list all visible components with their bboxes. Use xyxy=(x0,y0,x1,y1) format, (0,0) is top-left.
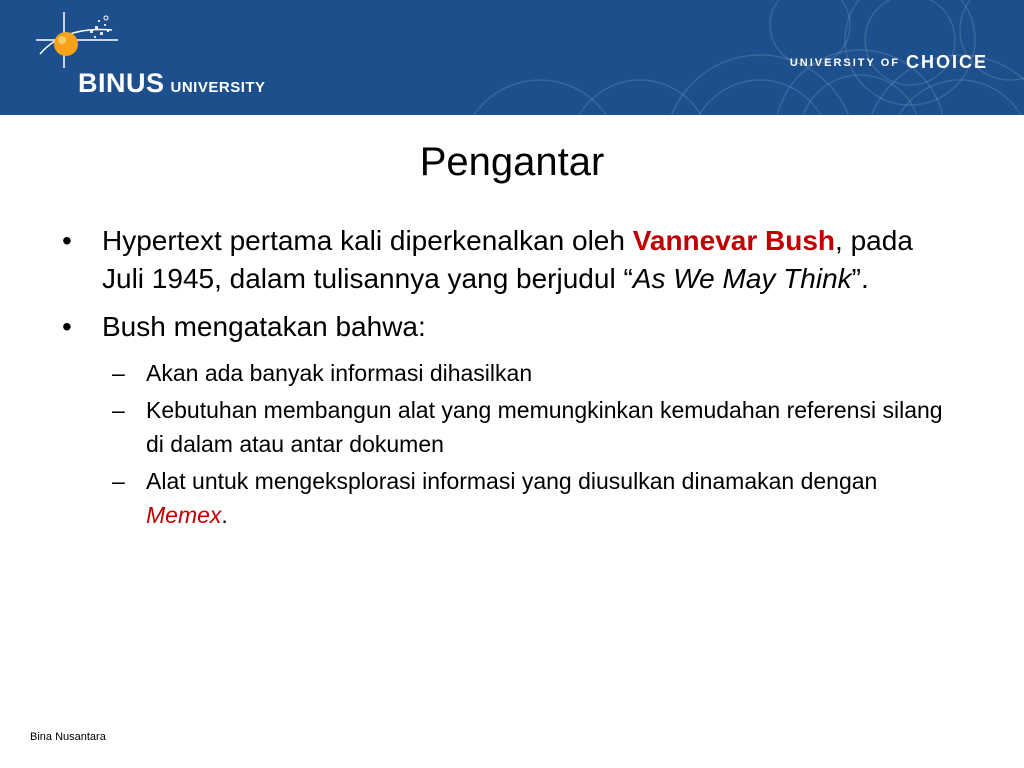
sub-bullet-marker: – xyxy=(112,397,125,423)
sub-bullet-text: Kebutuhan membangun alat yang memungkinkan kemudahan referensi silang di dalam atau antar dokumen xyxy=(146,397,943,457)
bullet-text: Hypertext pertama kali diperkenalkan oleh Vannevar Bush, pada Juli 1945, dalam tulisannya yang berjudul “As We May Think”. xyxy=(102,225,913,294)
bullet-item xyxy=(60,222,960,298)
logo-brand: BINUS xyxy=(78,68,165,98)
slide-title: Pengantar xyxy=(419,140,605,184)
tagline-big: CHOICE xyxy=(905,52,988,72)
bullet-item xyxy=(60,308,960,346)
sub-bullet-item xyxy=(104,464,960,532)
highlight-memex: Memex xyxy=(146,502,222,528)
footer-text: Bina Nusantara xyxy=(30,731,106,743)
sub-bullet-text: Akan ada banyak informasi dihasilkan xyxy=(146,360,533,386)
slide-content xyxy=(60,222,960,535)
logo-wordmark xyxy=(78,68,266,99)
binus-logo xyxy=(28,10,308,105)
bullet-marker: • xyxy=(62,225,72,256)
highlight-name: Vannevar Bush xyxy=(632,225,836,256)
sub-bullet-text: Alat untuk mengeksplorasi informasi yang diusulkan dinamakan dengan Memex. xyxy=(146,468,878,528)
sub-bullet-marker: – xyxy=(112,468,125,494)
logo-suffix: UNIVERSITY xyxy=(170,79,266,96)
sub-bullet-item xyxy=(104,393,960,461)
bullet-text: Bush mengatakan bahwa: xyxy=(102,311,426,342)
bullet-marker: • xyxy=(62,311,72,342)
header-banner xyxy=(0,0,1024,115)
sub-bullet-marker: – xyxy=(112,360,125,386)
title-reference: As We May Think xyxy=(632,263,852,294)
tagline xyxy=(790,52,988,73)
tagline-small: UNIVERSITY OF xyxy=(789,57,900,69)
sub-bullet-list xyxy=(60,356,960,532)
sub-bullet-item xyxy=(104,356,960,390)
logo-emblem-icon xyxy=(28,10,308,70)
